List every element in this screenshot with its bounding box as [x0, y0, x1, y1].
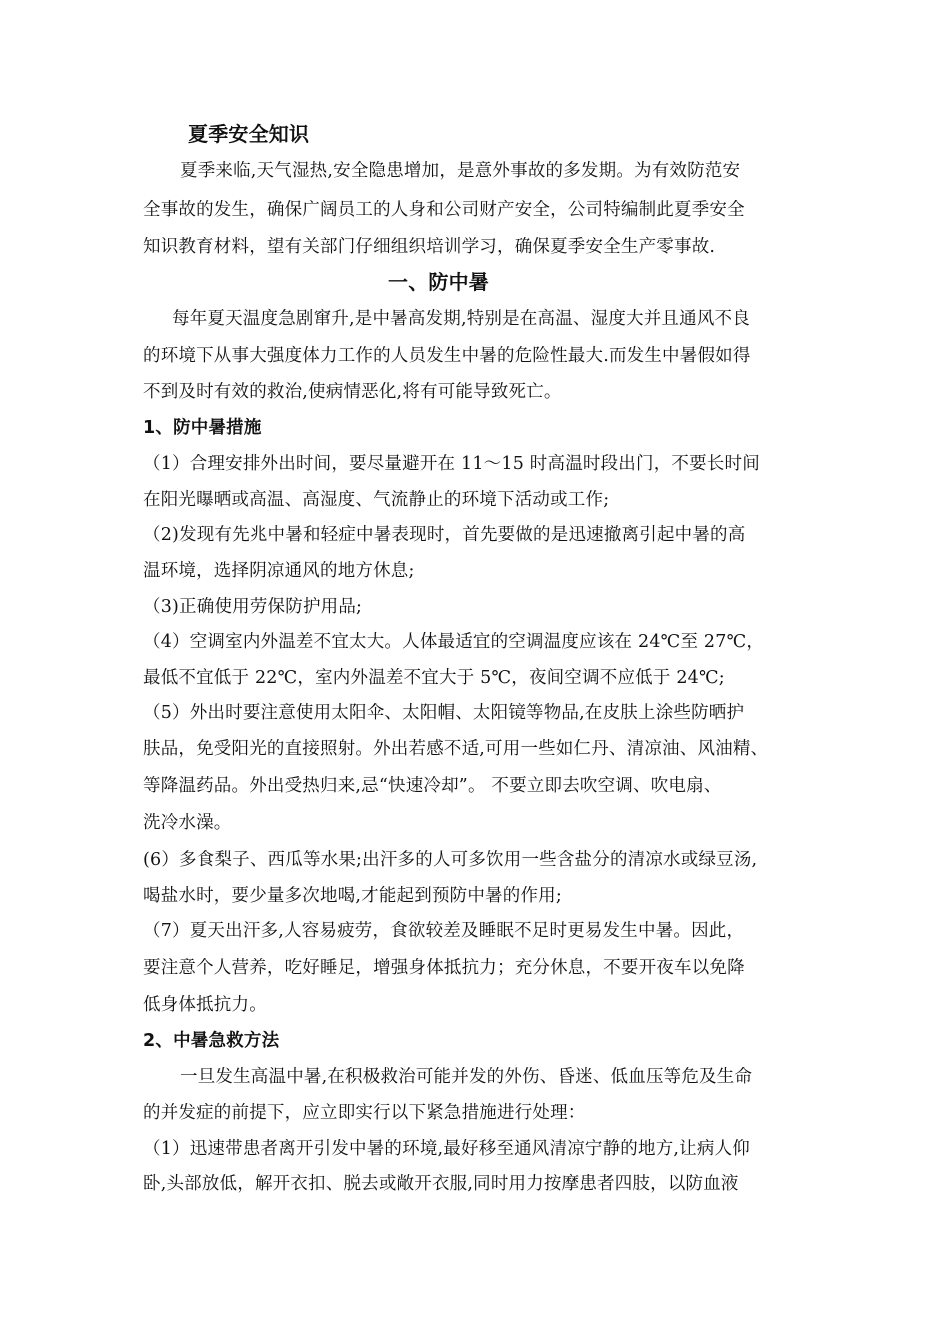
measure-line: (6）多食梨子、西瓜等水果;出汗多的人可多饮用一些含盐分的清凉水或绿豆汤, [143, 850, 758, 870]
measure-line: 等降温药品。外出受热归来,忌“快速冷却”。 不要立即去吹空调、吹电扇、 [143, 776, 722, 796]
intro-line: 知识教育材料，望有关部门仔细组织培训学习，确保夏季安全生产零事故. [143, 237, 716, 257]
subsection-title: 1、防中暑措施 [143, 418, 262, 438]
section-intro-line: 的环境下从事大强度体力工作的人员发生中暑的危险性最大.而发生中暑假如得 [143, 346, 751, 366]
measure-line: 喝盐水时，要少量多次地喝,才能起到预防中暑的作用; [143, 886, 562, 906]
intro-line: 夏季来临,天气湿热,安全隐患增加，是意外事故的多发期。为有效防范安 [180, 161, 741, 181]
measure-line: 肤品，免受阳光的直接照射。外出若感不适,可用一些如仁丹、清凉油、风油精、 [143, 739, 769, 759]
section-title: 一、防中暑 [388, 270, 489, 294]
measure-line: （4）空调室内外温差不宜太大。人体最适宜的空调温度应该在 24℃至 27℃， [143, 632, 765, 652]
measure-line: 洗冷水澡。 [143, 813, 232, 833]
measure-line: （3)正确使用劳保防护用品; [143, 597, 363, 617]
measure-line: （5）外出时要注意使用太阳伞、太阳帽、太阳镜等物品,在皮肤上涂些防晒护 [143, 703, 745, 723]
subsection-title: 2、中暑急救方法 [143, 1031, 280, 1051]
section-intro-line: 每年夏天温度急剧窜升,是中暑高发期,特别是在高温、湿度大并且通风不良 [172, 309, 750, 329]
doc-title: 夏季安全知识 [188, 122, 310, 146]
first-aid-line: （1）迅速带患者离开引发中暑的环境,最好移至通风清凉宁静的地方,让病人仰 [143, 1139, 750, 1159]
measure-line: （2)发现有先兆中暑和轻症中暑表现时，首先要做的是迅速撤离引起中暑的高 [143, 525, 746, 545]
measure-line: （7）夏天出汗多,人容易疲劳，食欲较差及睡眠不足时更易发生中暑。因此， [143, 921, 745, 941]
measure-line: 低身体抵抗力。 [143, 995, 267, 1015]
measure-line: 在阳光曝晒或高温、高湿度、气流静止的环境下活动或工作; [143, 490, 610, 510]
first-aid-line: 的并发症的前提下，应立即实行以下紧急措施进行处理： [143, 1103, 586, 1123]
section-intro-line: 不到及时有效的救治,使病情恶化,将有可能导致死亡。 [143, 382, 562, 402]
measure-line: 要注意个人营养，吃好睡足，增强身体抵抗力；充分休息，不要开夜车以免降 [143, 958, 745, 978]
measure-line: 温环境，选择阴凉通风的地方休息; [143, 561, 415, 581]
first-aid-line: 卧,头部放低，解开衣扣、脱去或敞开衣服,同时用力按摩患者四肢，以防血液 [143, 1174, 739, 1194]
first-aid-line: 一旦发生高温中暑,在积极救治可能并发的外伤、昏迷、低血压等危及生命 [180, 1067, 753, 1087]
measure-line: 最低不宜低于 22℃，室内外温差不宜大于 5℃，夜间空调不应低于 24℃; [143, 668, 725, 688]
measure-line: （1）合理安排外出时间，要尽量避开在 11～15 时高温时段出门，不要长时间 [143, 454, 760, 474]
intro-line: 全事故的发生，确保广阔员工的人身和公司财产安全，公司特编制此夏季安全 [143, 200, 745, 220]
